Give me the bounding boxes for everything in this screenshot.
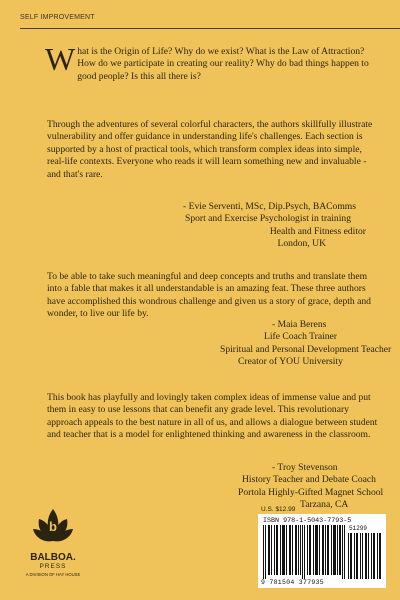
barcode [258, 514, 386, 588]
publisher-logo [18, 505, 88, 577]
publisher-name: BALBOA. [30, 552, 76, 563]
intro-paragraph [45, 41, 381, 83]
testimonial-1-text: Through the adventures of several colorful characters, the authors skillfully illustrate vulnerability and offer guidance in understanding life's challenges. Each section is supported by a host of practical tools, which transform complex ideas into simple, real-life contexts. Everyone who reads it will learn something new and invaluable - and that's rare. [47, 119, 373, 180]
lotus-icon [31, 505, 75, 545]
intro-text: hat is the Origin of Life? Why do we exist? What is the Law of Attraction? How do we participate in creating our reality? Why do bad things happen to good people? Is this all there is? [77, 46, 369, 82]
attribution-line: Health and Fitness editor [269, 225, 366, 237]
ean-digits: 9 781504 377935 [261, 579, 325, 586]
attribution-line: - Troy Stevenson [272, 462, 338, 473]
attribution-line: Portola Highly-Gifted Magnet School [238, 486, 384, 498]
price-addon-digits: 51299 [349, 525, 368, 532]
header-divider [20, 28, 400, 29]
attribution-line: Sport and Exercise Psychologist in training [184, 213, 351, 225]
attribution-line: - Maia Berens [272, 319, 327, 330]
category-label: SELF IMPROVEMENT [20, 14, 95, 21]
publisher-sub: PRESS [39, 563, 67, 570]
testimonial-3-text: This book has playfully and lovingly taken complex ideas of immense value and put them in easy to use lessons that can benefit any grade level. This revolutionary approach appeals to the best nature in all of us, and allows a dialogue between student and teacher that is a model for enlightened thinking and awareness in the classroom. [47, 392, 378, 441]
addon-bars [348, 533, 382, 579]
dropcap: W [45, 41, 76, 77]
isbn-text: ISBN 978-1-5043-7793-5 [263, 517, 352, 525]
publisher-division: A DIVISION OF HAY HOUSE [25, 572, 81, 577]
testimonial-2-attribution [220, 319, 392, 369]
price-label: U.S. $12.99 [261, 506, 296, 513]
attribution-line: Tarzana, CA [300, 499, 349, 511]
attribution-line: Life Coach Trainer [264, 331, 338, 343]
attribution-line: History Teacher and Debate Coach [242, 474, 376, 486]
attribution-line: Creator of YOU University [238, 356, 343, 368]
testimonial-3-attribution [238, 462, 400, 512]
attribution-line: Spiritual and Personal Development Teacher [220, 343, 392, 355]
testimonial-1-attribution [47, 201, 381, 251]
ean-bars [263, 525, 345, 579]
attribution-line: - Evie Serventi, MSc, Dip.Psych, BAComms [183, 201, 356, 212]
logo-letter: b [49, 519, 57, 534]
testimonial-2-text: To be able to take such meaningful and deep concepts and truths and translate them into a fable that makes it all understandable is an amazing feat. These three authors have accomplished this wondrous challenge and given us a story of grace, depth and wonder, to live our life by. [47, 271, 371, 320]
attribution-line: London, UK [277, 238, 326, 250]
